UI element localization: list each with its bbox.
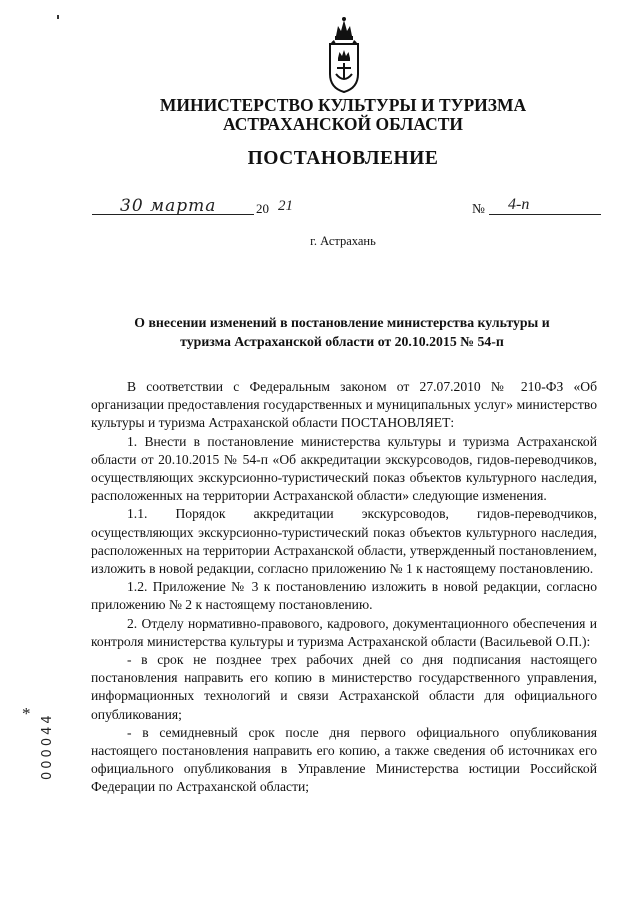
body-paragraph-2: 2. Отделу нормативно-правового, кадрового, документационного обеспечения и контроля министерства культуры и туризма Астраханской области (Васильевой О.П.): — [91, 615, 597, 649]
handwritten-number: 4-п — [508, 196, 530, 213]
city-label: г. Астрахань — [310, 234, 376, 248]
document-body — [91, 378, 597, 797]
number-underline — [489, 214, 601, 215]
body-paragraph-preamble: В соответствии с Федеральным законом от 27.07.2010 № 210-ФЗ «Об организации предоставления государственных и муниципальных услуг» министерство культуры и туризма Астраханской области ПОСТАНОВЛЯЕТ: — [91, 379, 597, 431]
body-paragraph-2-a: - в срок не позднее трех рабочих дней со дня подписания настоящего постановления направить его копию в министерство государственного управления, информационных технологий и связи Астраханской области для официального опубликования; — [91, 652, 597, 722]
document-type-title: ПОСТАНОВЛЕНИЕ — [247, 148, 439, 169]
ministry-name-line2: АСТРАХАНСКОЙ ОБЛАСТИ — [222, 114, 464, 134]
printed-year: 20 — [256, 201, 269, 216]
number-label: № — [472, 201, 485, 216]
body-paragraph-1-2: 1.2. Приложение № 3 к постановлению изложить в новой редакции, согласно приложению № 2 к настоящему постановлению. — [91, 579, 597, 613]
subject-line1: О внесении изменений в постановление министерства культуры и — [134, 315, 550, 330]
margin-asterisk: * — [22, 704, 31, 723]
handwritten-year: 21 — [278, 198, 293, 214]
margin-serial-code: 000044 — [40, 712, 55, 780]
document-subject — [100, 313, 584, 351]
coat-of-arms-icon — [322, 14, 366, 94]
handwritten-date: 30 марта — [120, 196, 217, 216]
body-paragraph-1: 1. Внести в постановление министерства культуры и туризма Астраханской области от 20.10.2015 № 54-п «Об аккредитации экскурсоводов, гидов-переводчиков, осуществляющих экскурсионно-туристический показ объектов культурного наследия, расположенных на территории Астраханской области» следующие изменения. — [91, 433, 597, 504]
subject-line2: туризма Астраханской области от 20.10.2015 № 54-п — [180, 334, 504, 349]
scan-mark — [57, 15, 59, 19]
ministry-name-line1: МИНИСТЕРСТВО КУЛЬТУРЫ И ТУРИЗМА — [159, 95, 527, 115]
body-paragraph-1-1: 1.1. Порядок аккредитации экскурсоводов, гидов-переводчиков, осуществляющих экскурсионно-туристический показ объектов культурного наследия, расположенных на территории Астраханской области, утвержденный постановлением, изложить в новой редакции, согласно приложению № 1 к настоящему постановлению. — [91, 506, 597, 577]
body-paragraph-2-b: - в семидневный срок после дня первого официального опубликования настоящего постановления направить его копию, а также сведения об источниках его официального опубликования в Управление Министерства юстиции Российской Федерации по Астраханской области; — [91, 724, 597, 795]
